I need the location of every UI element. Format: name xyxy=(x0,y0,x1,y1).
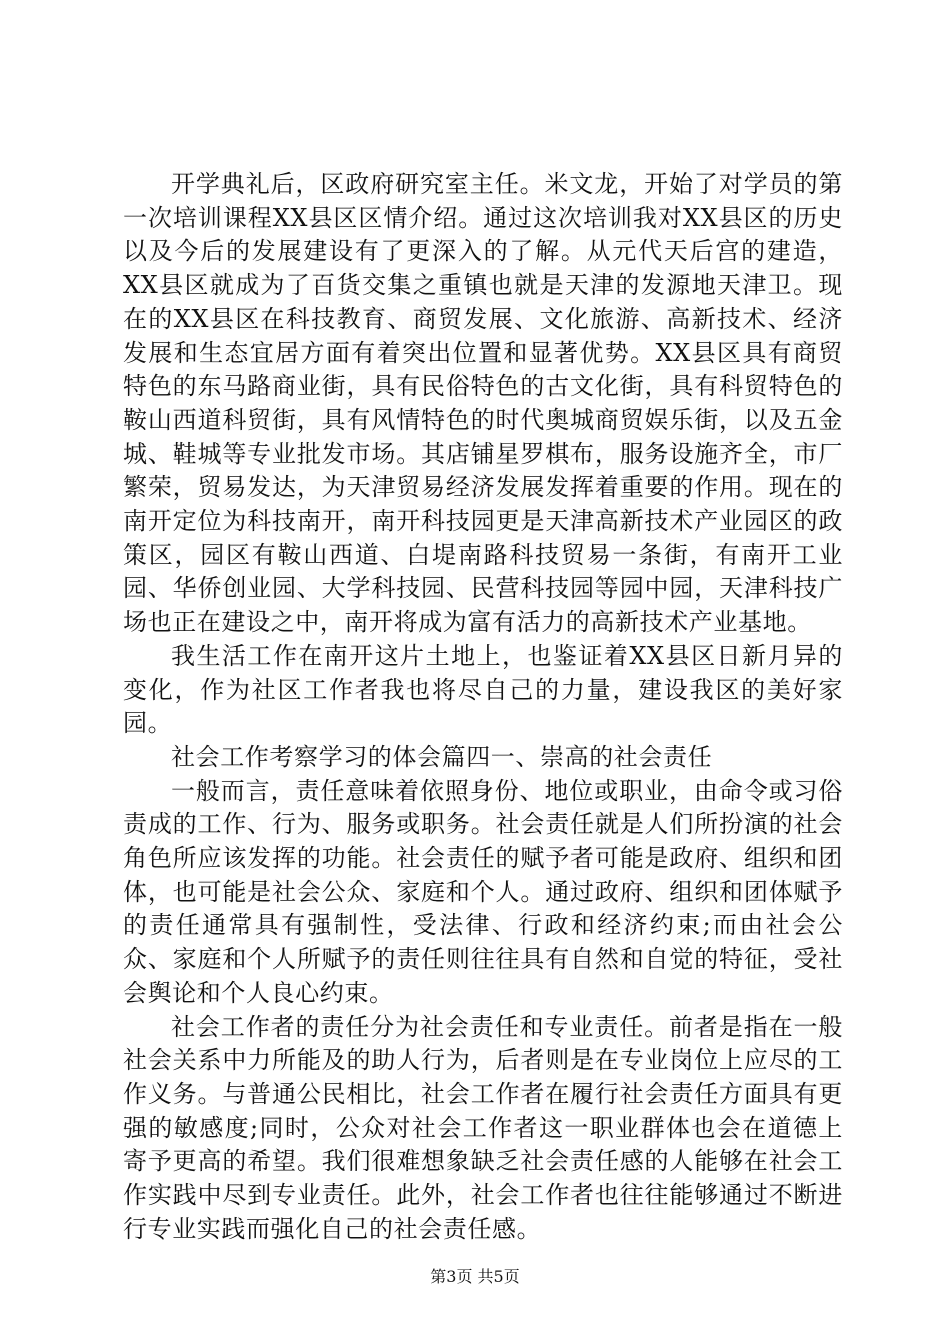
paragraph: 我生活工作在南开这片土地上，也鉴证着XX县区日新月异的变化，作为社区工作者我也将尽自己的力量，建设我区的美好家园。 xyxy=(123,641,843,738)
paragraph: 一般而言，责任意味着依照身份、地位或职业，由命令或习俗责成的工作、行为、服务或职务。社会责任就是人们所扮演的社会角色所应该发挥的功能。社会责任的赋予者可能是政府、组织和团体，也可能是社会公众、家庭和个人。通过政府、组织和团体赋予的责任通常具有强制性，受法律、行政和经济约束;而由社会公众、家庭和个人所赋予的责任则往往具有自然和自觉的特征，受社会舆论和个人良心约束。 xyxy=(123,776,843,1007)
page-number-footer: 第3页 共5页 xyxy=(430,1267,520,1286)
document-body xyxy=(123,168,843,1247)
section-heading: 社会工作考察学习的体会篇四一、崇高的社会责任 xyxy=(171,742,713,771)
paragraph: 社会工作者的责任分为社会责任和专业责任。前者是指在一般社会关系中力所能及的助人行为，后者则是在专业岗位上应尽的工作义务。与普通公民相比，社会工作者在履行社会责任方面具有更强的敏感度;同时，公众对社会工作者这一职业群体也会在道德上寄予更高的希望。我们很难想象缺乏社会责任感的人能够在社会工作实践中尽到专业责任。此外，社会工作者也往往能够通过不断进行专业实践而强化自己的社会责任感。 xyxy=(123,1012,843,1243)
paragraph: 开学典礼后，区政府研究室主任。米文龙，开始了对学员的第一次培训课程XX县区区情介绍。通过这次培训我对XX县区的历史以及今后的发展建设有了更深入的了解。从元代天后宫的建造，XX县区就成为了百货交集之重镇也就是天津的发源地天津卫。现在的XX县区在科技教育、商贸发展、文化旅游、高新技术、经济发展和生态宜居方面有着突出位置和显著优势。XX县区具有商贸特色的东马路商业街，具有民俗特色的古文化街，具有科贸特色的鞍山西道科贸街，具有风情特色的时代奥城商贸娱乐街，以及五金城、鞋城等专业批发市场。其店铺星罗棋布，服务设施齐全，市厂繁荣，贸易发达，为天津贸易经济发展发挥着重要的作用。现在的南开定位为科技南开，南开科技园更是天津高新技术产业园区的政策区，园区有鞍山西道、白堤南路科技贸易一条街，有南开工业园、华侨创业园、大学科技园、民营科技园等园中园，天津科技广场也正在建设之中，南开将成为富有活力的高新技术产业基地。 xyxy=(123,170,843,637)
